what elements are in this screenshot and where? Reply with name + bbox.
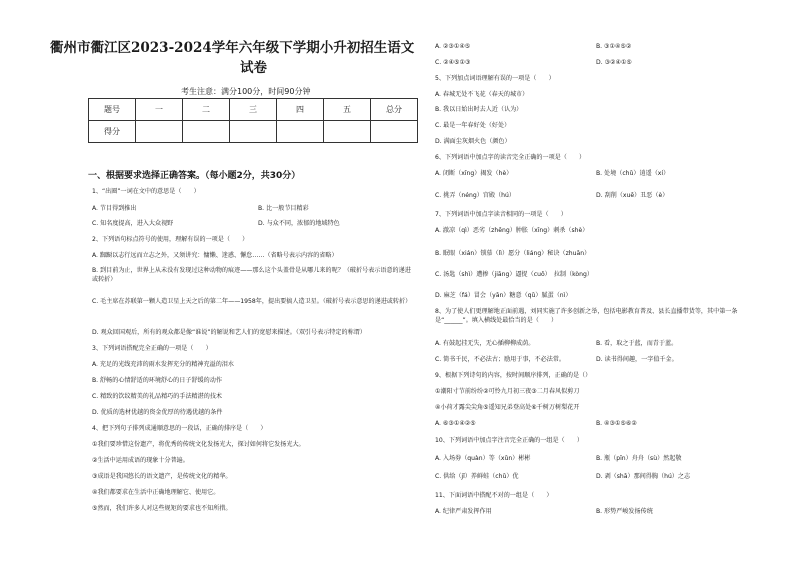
option-line: A. ②③①④⑤ bbox=[435, 43, 471, 50]
score-cell bbox=[183, 121, 230, 143]
option-line: B. 处境（chǔ）逍遥（xí） bbox=[596, 170, 670, 177]
option-line: A. 有鼓起挂无失，无心插柳柳成荫。 bbox=[435, 340, 535, 347]
score-cell: 题号 bbox=[89, 99, 136, 121]
sentence-line: ④我们都要求在生活中正确地理解它、使用它。 bbox=[92, 489, 220, 496]
option-line: B. 到目前为止，世界上从未没有发现过这种动物的痕迹——那么这个头盖骨是从哪儿来的呢？（破折号表示语意的递进或转折） bbox=[92, 267, 411, 283]
score-table bbox=[88, 98, 418, 143]
question-line: 1、“出圈”一词在文中的意思是（ ） bbox=[92, 188, 200, 195]
option-line: A. ⑥③①④②⑤ bbox=[435, 420, 476, 427]
option-line: A. 纪律严肃发挥作用 bbox=[435, 508, 492, 515]
score-cell bbox=[230, 121, 277, 143]
option-line: A. 踟蹰以志行远而立志之外，又须讲究：慵懒、迷惑、懈怠……（省略号表示内容的省略） bbox=[92, 252, 338, 259]
question-line: 4、把下列句子排列成通顺意思的一段话，正确的排序是（ ） bbox=[92, 425, 267, 432]
option-line: C. 简书千民，不必法古；励用于事，不必法常。 bbox=[435, 356, 566, 363]
option-line: D. 优质的选材优越的资金优厚的待遇优越的条件 bbox=[92, 409, 223, 416]
sentence-line: ①我们要珍惜这份遗产，将优秀的传统文化发扬光大，探讨如何将它发扬光大。 bbox=[92, 441, 305, 448]
option-line: A. 节目得到推出 bbox=[92, 205, 137, 212]
option-line: C. 挑弄（néng）宫殿（hú） bbox=[435, 192, 515, 199]
section-heading: 一、根据要求选择正确答案。（每小题2分，共30分） bbox=[88, 171, 301, 181]
option-line: B. 瓶（pīn）舟舟（sù）然起敬 bbox=[596, 455, 682, 462]
score-cell: 三 bbox=[230, 99, 277, 121]
sentence-line: ⑤然而，我们许多人对这些规矩的要求也不知所措。 bbox=[92, 505, 232, 512]
question-line: 9、根据下列诗句的内容，按时间顺序排列，正确的是（） bbox=[435, 372, 592, 379]
question-line: 8、为了使人们更理解地正面前遇，刘同实施了许多创新之举，包括电影教育普及、县长直播带货等，其中第一条是“______”。填入横线处最恰当的是（ ） bbox=[435, 308, 738, 324]
option-line: C. 汤匙（shì）遭掺（jiāng）逼捉（cuō） 拉制（kòng） bbox=[435, 271, 593, 278]
score-cell: 得分 bbox=[89, 121, 136, 143]
option-line: C. 供给（jǐ）养鲜蛙（chǔ）优 bbox=[435, 473, 519, 480]
score-cell bbox=[371, 121, 418, 143]
question-line: 11、下面词语中搭配不对的一组是（ ） bbox=[435, 492, 553, 499]
option-line: B. 我以日始出时去人近（认为） bbox=[435, 106, 523, 113]
option-line: D. 与众不同，浓郁的地域特色 bbox=[258, 220, 340, 227]
score-cell bbox=[324, 121, 371, 143]
option-line: C. 精致的饮纹精美的礼品精巧的手法精湛的技术 bbox=[92, 393, 223, 400]
question-line: 7、下列词语中加点字读音相同的一项是（ ） bbox=[435, 211, 567, 218]
poem-line: ④小荷才露尖尖角⑤遥知兄弟登高处⑥千树万树梨花开 bbox=[435, 404, 580, 411]
option-line: A. 充足的光线充沛的雨水发挥充分的精神充溢的泪水 bbox=[92, 361, 234, 368]
question-line: 5、下列加点词语理解有误的一项是（ ） bbox=[435, 75, 555, 82]
option-line: C. 毛主席在苏联第一颗人造卫星上天之后的第二年——1958年，提出要搞人造卫星。（破折号表示意思的递进或转折） bbox=[92, 298, 412, 305]
score-cell: 二 bbox=[183, 99, 230, 121]
option-line: B. 形势严峻发扬传统 bbox=[596, 508, 653, 515]
option-line: D. 麻芝（fá）冒会（yān）糖意（qǔ）腻蛋（nì） bbox=[435, 292, 572, 299]
score-cell: 一 bbox=[136, 99, 183, 121]
sentence-line: ③成语是我国悠长的语文遗产，是传统文化的精华。 bbox=[92, 473, 232, 480]
score-cell: 总分 bbox=[371, 99, 418, 121]
score-cell: 四 bbox=[277, 99, 324, 121]
question-line: 3、下列词语搭配完全正确的一项是（ ） bbox=[92, 345, 212, 352]
option-line: A. 澈凉（qì）恶劣（zhēng）肿胀（xīng）刺杀（shè） bbox=[435, 227, 589, 234]
option-line: B. 舒畅的心情舒适的环境舒心的日子舒缓的动作 bbox=[92, 377, 222, 384]
option-line: A. 闭断（xīng）揭发（hè） bbox=[435, 170, 513, 177]
score-cell: 五 bbox=[324, 99, 371, 121]
option-line: D. 刮削（xuē）丑恶（è） bbox=[596, 192, 669, 199]
question-line: 10、下列词语中加点字注音完全正确的一组是（ ） bbox=[435, 437, 583, 444]
option-line: A. 入场券（quàn）等（xǔn）彬彬 bbox=[435, 455, 531, 462]
option-line: B. ④③①⑤⑥② bbox=[596, 420, 637, 427]
option-line: B. 看，取之于蓝，而青于蓝。 bbox=[596, 340, 678, 347]
sentence-line: ②生活中运用成语的现象十分普遍。 bbox=[92, 457, 189, 464]
option-line: C. ②④⑤①③ bbox=[435, 59, 471, 66]
option-line: B. 比一般节目精彩 bbox=[258, 205, 309, 212]
option-line: C. 最是一年春好处（好处） bbox=[435, 122, 511, 129]
option-line: C. 知名度提高，进入大众视野 bbox=[92, 220, 174, 227]
option-line: D. 满面尘灰烟火色（颜色） bbox=[435, 138, 511, 145]
exam-notice: 考生注意：满分100分，时间90分钟 bbox=[181, 87, 311, 96]
option-line: B. ③①④⑤② bbox=[596, 43, 632, 50]
option-line: B. 眠眼（xián）锁慕（lì）愿分（liáng）秘诀（zhuān） bbox=[435, 250, 591, 257]
exam-title-line2: 试卷 bbox=[240, 60, 267, 76]
poem-line: ①潮阳寸节前纷纷②可怜九月初三夜③二月春风似剪刀 bbox=[435, 388, 580, 395]
option-line: A. 春城无处不飞花（春天的城市） bbox=[435, 91, 529, 98]
question-line: 6、下列词语中加点字的读音完全正确的一项是（ ） bbox=[435, 154, 586, 161]
option-line: D. 观众回国观后，所有的观众都是像“谁说”的解说和艺人们的宽慰来描述。（双引号表示特定的称谓） bbox=[92, 329, 366, 336]
option-line: D. 剥（shā）那间得胸（hú）之志 bbox=[596, 473, 691, 480]
option-line: D. 读书得间趣，一字值千金。 bbox=[596, 356, 678, 363]
score-cell bbox=[136, 121, 183, 143]
score-table-header-row bbox=[89, 99, 418, 121]
exam-title-line1: 衢州市衢江区2023-2024学年六年级下学期小升初招生语文 bbox=[50, 40, 415, 56]
score-table-score-row bbox=[89, 121, 418, 143]
option-line: D. ③②④①⑤ bbox=[596, 59, 632, 66]
score-cell bbox=[277, 121, 324, 143]
question-line: 2、下列语句标点符号的使用，理解有误的一项是（ ） bbox=[92, 236, 249, 243]
